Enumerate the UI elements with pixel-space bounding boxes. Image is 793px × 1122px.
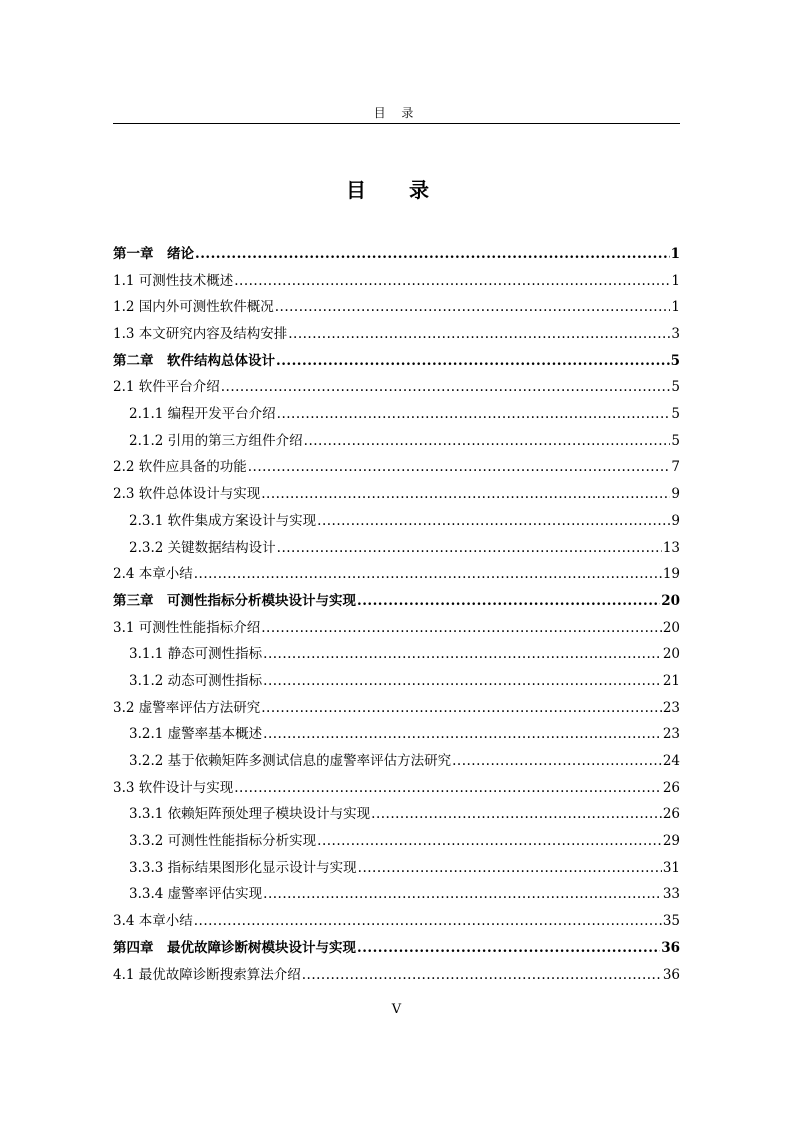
- toc-dot-leader: [263, 721, 662, 748]
- toc-dot-leader: [275, 294, 671, 321]
- toc-dot-leader: [248, 454, 671, 481]
- toc-entry-page: 9: [671, 486, 680, 503]
- toc-dot-leader: [261, 615, 662, 642]
- toc-dot-leader: [261, 695, 662, 722]
- toc-entry-label: 第三章 可测性指标分析模块设计与实现: [113, 592, 356, 609]
- toc-entry-label: 3.1.2 动态可测性指标: [129, 672, 263, 689]
- toc-entry-label: 2.1.2 引用的第三方组件介绍: [129, 432, 303, 449]
- toc-entry[interactable]: [113, 294, 680, 321]
- toc-dot-leader: [304, 428, 671, 455]
- toc-entry-page: 29: [662, 833, 680, 850]
- toc-entry[interactable]: [113, 455, 680, 482]
- toc-entry-label: 4.1 最优故障诊断搜索算法介绍: [113, 966, 301, 983]
- page-number: V: [391, 1002, 402, 1017]
- toc-entry-page: 26: [662, 806, 680, 823]
- toc-entry-label: 1.2 国内外可测性软件概况: [113, 299, 274, 316]
- toc-entry[interactable]: [113, 401, 680, 428]
- toc-entry-label: 1.3 本文研究内容及结构安排: [113, 326, 288, 343]
- toc-entry-page: 33: [662, 886, 680, 903]
- toc-dot-leader: [234, 775, 662, 802]
- toc-dot-leader: [317, 828, 662, 855]
- toc-dot-leader: [261, 481, 670, 508]
- toc-entry[interactable]: [113, 748, 680, 775]
- toc-entry-page: 3: [671, 326, 680, 343]
- toc-dot-leader: [277, 535, 662, 562]
- toc-entry-page: 20: [661, 592, 680, 609]
- toc-entry-label: 3.3.2 可测性性能指标分析实现: [129, 833, 317, 850]
- toc-entry-page: 21: [662, 672, 680, 689]
- toc-entry[interactable]: [113, 908, 680, 935]
- toc-entry[interactable]: [113, 695, 680, 722]
- toc-entry-label: 3.3.4 虚警率评估实现: [129, 886, 263, 903]
- toc-entry-page: 13: [662, 539, 680, 556]
- toc-dot-leader: [371, 801, 662, 828]
- toc-dot-leader: [263, 641, 662, 668]
- toc-entry[interactable]: [113, 348, 680, 375]
- toc-entry-label: 3.3 软件设计与实现: [113, 779, 234, 796]
- toc-dot-leader: [357, 588, 660, 615]
- toc-entry-page: 5: [671, 432, 680, 449]
- toc-dot-leader: [357, 935, 660, 962]
- toc-dot-leader: [358, 855, 662, 882]
- toc-entry-label: 3.2 虚警率评估方法研究: [113, 699, 261, 716]
- toc-entry-page: 26: [662, 779, 680, 796]
- toc-entry[interactable]: [113, 775, 680, 802]
- toc-entry-label: 2.1 软件平台介绍: [113, 379, 220, 396]
- toc-entry[interactable]: [113, 508, 680, 535]
- toc-dot-leader: [276, 348, 670, 375]
- running-header: 目 录: [373, 106, 420, 120]
- toc-entry-page: 23: [662, 726, 680, 743]
- toc-entry-label: 2.1.1 编程开发平台介绍: [129, 406, 276, 423]
- toc-dot-leader: [194, 561, 662, 588]
- toc-entry-page: 5: [670, 352, 680, 369]
- toc-entry-page: 7: [671, 459, 680, 476]
- toc-title: 目 录: [346, 178, 447, 202]
- toc-entry[interactable]: [113, 588, 680, 615]
- toc-entry[interactable]: [113, 268, 680, 295]
- toc-dot-leader: [195, 241, 670, 268]
- toc-dot-leader: [221, 374, 671, 401]
- toc-entry-page: 20: [662, 646, 680, 663]
- toc-entry[interactable]: [113, 428, 680, 455]
- toc-dot-leader: [234, 268, 670, 295]
- toc-entry-page: 20: [662, 619, 680, 636]
- toc-entry-label: 3.3.1 依赖矩阵预处理子模块设计与实现: [129, 806, 371, 823]
- toc-entry[interactable]: [113, 935, 680, 962]
- toc-entry[interactable]: [113, 855, 680, 882]
- toc-entry[interactable]: [113, 561, 680, 588]
- toc-entry[interactable]: [113, 828, 680, 855]
- toc-entry-label: 2.3.1 软件集成方案设计与实现: [129, 512, 317, 529]
- toc-entry-page: 36: [661, 939, 680, 956]
- header-rule: [113, 123, 680, 124]
- toc-entry-label: 3.3.3 指标结果图形化显示设计与实现: [129, 859, 357, 876]
- toc-entry-label: 2.3 软件总体设计与实现: [113, 486, 261, 503]
- toc-entry-page: 23: [662, 699, 680, 716]
- toc-entry[interactable]: [113, 668, 680, 695]
- toc-dot-leader: [452, 748, 662, 775]
- toc-entry-label: 3.4 本章小结: [113, 913, 193, 930]
- toc-entry-page: 5: [671, 379, 680, 396]
- toc-entry-page: 35: [662, 913, 680, 930]
- toc-entry-page: 24: [662, 753, 680, 770]
- toc-entry-label: 第二章 软件结构总体设计: [113, 352, 275, 369]
- toc-entry-label: 3.2.2 基于依赖矩阵多测试信息的虚警率评估方法研究: [129, 753, 452, 770]
- toc-entry[interactable]: [113, 321, 680, 348]
- toc-entry-label: 2.4 本章小结: [113, 566, 193, 583]
- toc-dot-leader: [288, 321, 670, 348]
- toc-entry-label: 3.1 可测性性能指标介绍: [113, 619, 261, 636]
- toc-entry[interactable]: [113, 962, 680, 989]
- toc-entry-page: 5: [671, 406, 680, 423]
- toc-dot-leader: [263, 668, 662, 695]
- toc-entry-label: 1.1 可测性技术概述: [113, 272, 234, 289]
- toc-entry[interactable]: [113, 641, 680, 668]
- toc-entry-page: 1: [671, 272, 680, 289]
- toc-entry-label: 2.2 软件应具备的功能: [113, 459, 247, 476]
- toc-entry[interactable]: [113, 374, 680, 401]
- toc-entry-label: 第四章 最优故障诊断树模块设计与实现: [113, 939, 356, 956]
- toc-entry-page: 1: [671, 299, 680, 316]
- toc-entry-page: 31: [662, 859, 680, 876]
- toc-entry-label: 2.3.2 关键数据结构设计: [129, 539, 276, 556]
- toc-entry-label: 第一章 绪论: [113, 245, 194, 262]
- toc-list: [113, 241, 680, 988]
- toc-entry[interactable]: [113, 882, 680, 909]
- toc-dot-leader: [317, 508, 670, 535]
- toc-entry[interactable]: [113, 801, 680, 828]
- toc-entry-page: 19: [662, 566, 680, 583]
- toc-entry[interactable]: [113, 535, 680, 562]
- toc-entry[interactable]: [113, 721, 680, 748]
- toc-dot-leader: [263, 881, 662, 908]
- toc-dot-leader: [194, 908, 662, 935]
- toc-dot-leader: [277, 401, 671, 428]
- toc-entry-page: 1: [670, 245, 680, 262]
- toc-entry-page: 9: [671, 512, 680, 529]
- toc-entry[interactable]: [113, 481, 680, 508]
- toc-entry-label: 3.2.1 虚警率基本概述: [129, 726, 263, 743]
- toc-entry[interactable]: [113, 241, 680, 268]
- toc-entry-page: 36: [662, 966, 680, 983]
- toc-entry-label: 3.1.1 静态可测性指标: [129, 646, 263, 663]
- toc-entry[interactable]: [113, 615, 680, 642]
- toc-dot-leader: [302, 962, 662, 989]
